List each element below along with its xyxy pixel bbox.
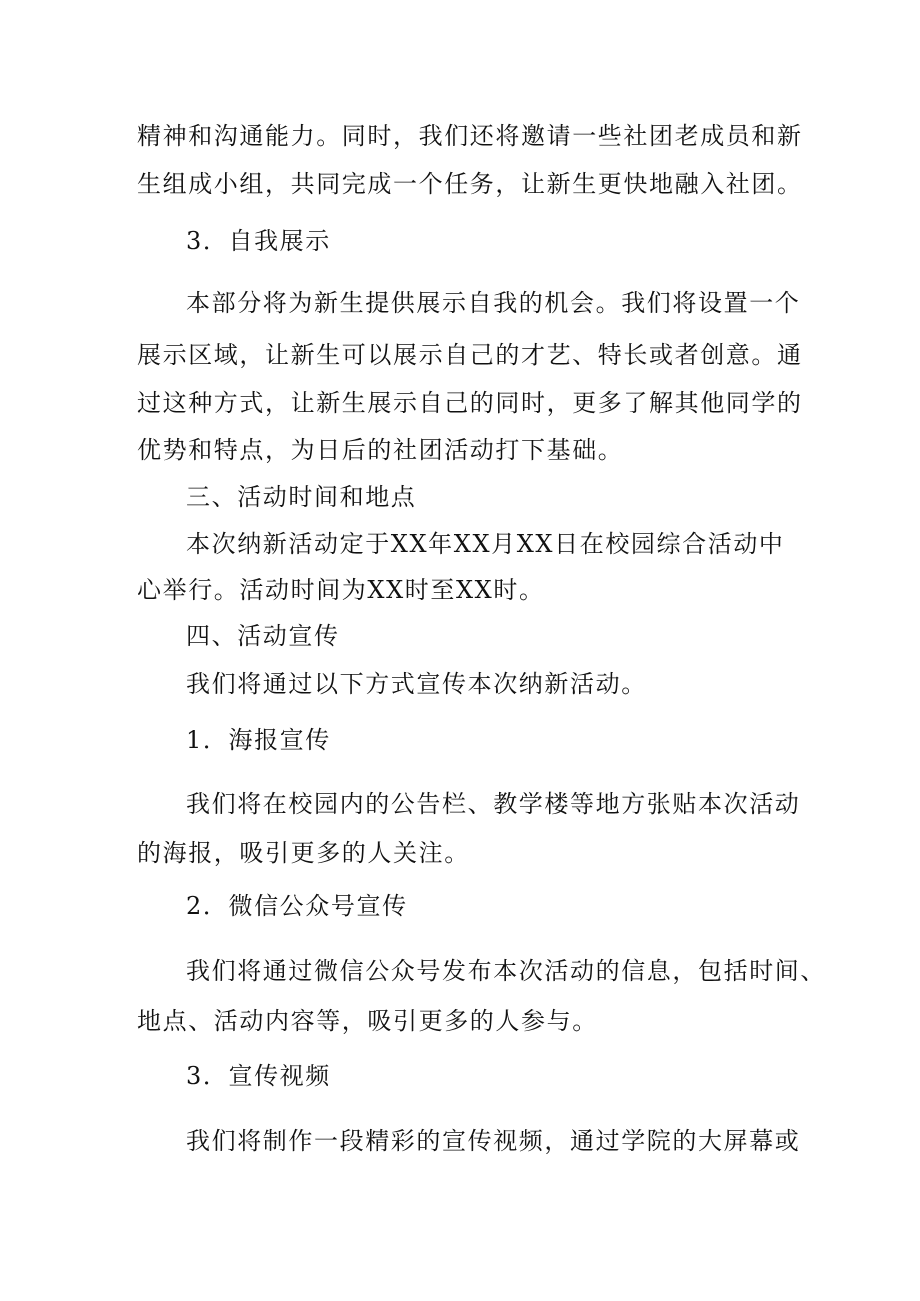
section-heading: 2．微信公众号宣传 xyxy=(186,892,408,920)
section-heading: 三、活动时间和地点 xyxy=(186,483,417,511)
section-heading: 3．自我展示 xyxy=(186,227,331,255)
paragraph-line: 本部分将为新生提供展示自我的机会。我们将设置一个 xyxy=(186,289,801,317)
paragraph-line: 本次纳新活动定于XX年XX月XX日在校园综合活动中 xyxy=(186,530,785,558)
paragraph-line: 展示区域，让新生可以展示自己的才艺、特长或者创意。通 xyxy=(137,341,803,369)
section-heading: 3．宣传视频 xyxy=(186,1062,331,1090)
paragraph-line: 的海报，吸引更多的人关注。 xyxy=(137,839,470,867)
paragraph-line: 我们将通过以下方式宣传本次纳新活动。 xyxy=(186,670,647,698)
paragraph-line: 过这种方式，让新生展示自己的同时，更多了解其他同学的 xyxy=(137,389,803,417)
section-heading: 四、活动宣传 xyxy=(186,622,340,650)
section-heading: 1．海报宣传 xyxy=(186,726,331,754)
paragraph-line: 心举行。活动时间为XX时至XX时。 xyxy=(137,576,545,604)
paragraph-line: 优势和特点，为日后的社团活动打下基础。 xyxy=(137,436,624,464)
paragraph-line: 精神和沟通能力。同时，我们还将邀请一些社团老成员和新 xyxy=(137,122,803,150)
paragraph-line: 我们将制作一段精彩的宣传视频，通过学院的大屏幕或 xyxy=(186,1127,801,1155)
paragraph-line: 地点、活动内容等，吸引更多的人参与。 xyxy=(137,1007,598,1035)
paragraph-line: 我们将在校园内的公告栏、教学楼等地方张贴本次活动 xyxy=(186,790,801,818)
paragraph-line: 我们将通过微信公众号发布本次活动的信息，包括时间、 xyxy=(186,957,826,985)
paragraph-line: 生组成小组，共同完成一个任务，让新生更快地融入社团。 xyxy=(137,170,803,198)
